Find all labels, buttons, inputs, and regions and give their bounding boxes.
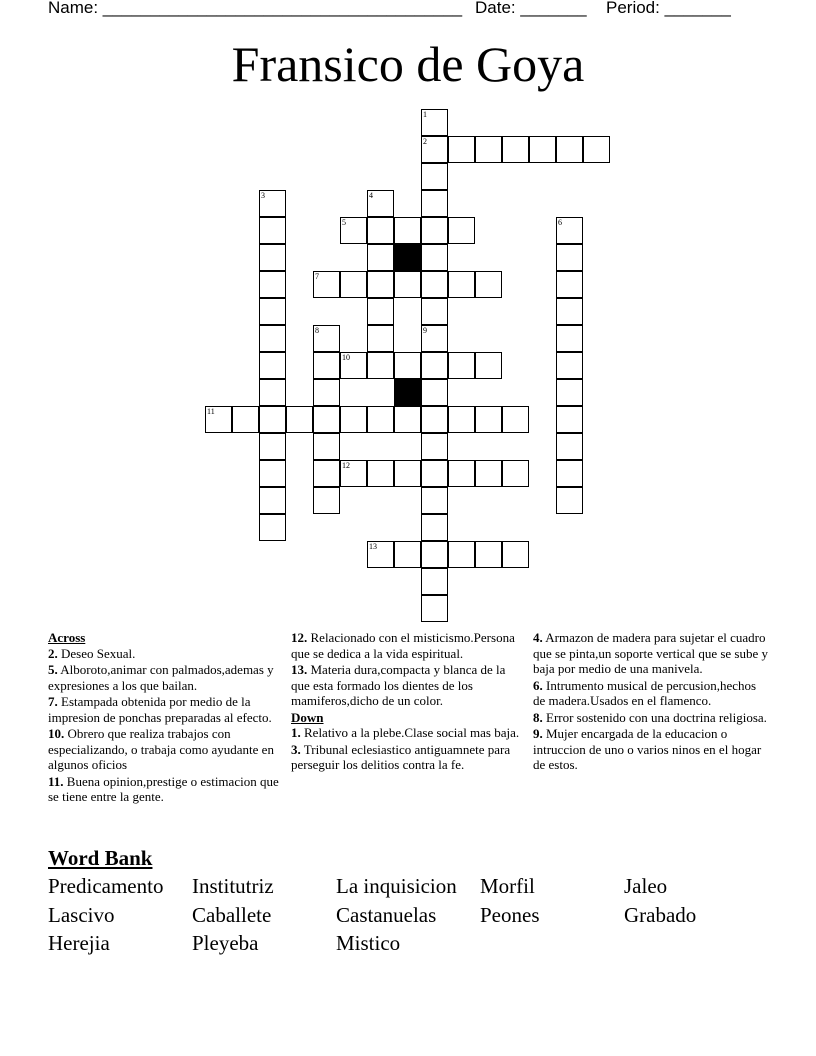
- word-bank-item: Institutriz: [192, 874, 274, 898]
- grid-cell[interactable]: [259, 433, 286, 460]
- clue-text: Intrumento musical de percusion,hechos de madera.Usados en el flamenco.: [533, 677, 757, 708]
- clue-item: [291, 742, 527, 773]
- grid-cell[interactable]: [556, 136, 583, 163]
- word-bank-item: Predicamento: [48, 874, 164, 898]
- grid-cell[interactable]: [556, 433, 583, 460]
- clue-number-label: 6.: [533, 677, 543, 693]
- grid-cell[interactable]: [313, 487, 340, 514]
- grid-cell[interactable]: [556, 460, 583, 487]
- clue-number-label: 9.: [533, 726, 543, 741]
- grid-cell[interactable]: [448, 541, 475, 568]
- word-bank-item: Jaleo: [624, 874, 668, 898]
- grid-cell[interactable]: [421, 406, 448, 433]
- grid-cell[interactable]: [556, 352, 583, 379]
- grid-cell[interactable]: [475, 271, 502, 298]
- clue-number: 2: [423, 137, 427, 146]
- grid-cell[interactable]: [367, 244, 394, 271]
- grid-cell[interactable]: [502, 406, 529, 433]
- page-title: Fransico de Goya: [231, 36, 585, 92]
- grid-cell[interactable]: [421, 514, 448, 541]
- clues-column-1: [48, 630, 284, 806]
- grid-cell[interactable]: [313, 460, 340, 487]
- grid-cell[interactable]: [367, 325, 394, 352]
- grid-cell[interactable]: [421, 190, 448, 217]
- clue-item: [48, 726, 284, 773]
- clue-item: [533, 726, 769, 773]
- grid-cell[interactable]: [394, 460, 421, 487]
- grid-cell[interactable]: [502, 541, 529, 568]
- grid-cell[interactable]: [502, 136, 529, 163]
- grid-cell[interactable]: [340, 406, 367, 433]
- clue-item: [533, 630, 769, 677]
- word-bank-item: Caballete: [192, 903, 272, 927]
- grid-cell[interactable]: [259, 352, 286, 379]
- grid-cell[interactable]: [421, 298, 448, 325]
- name-field[interactable]: Name: ______________________________________: [48, 0, 463, 17]
- clue-text: Alboroto,animar con palmados,ademas y expresiones a los que bailan.: [48, 662, 274, 693]
- clue-text: Deseo Sexual.: [57, 645, 136, 661]
- grid-cell[interactable]: [394, 406, 421, 433]
- clue-text: Armazon de madera para sujetar el cuadro que se pinta,un soporte vertical que se sube y baja por medio de una manivela.: [533, 630, 769, 676]
- grid-cell[interactable]: [556, 298, 583, 325]
- grid-cell[interactable]: [421, 163, 448, 190]
- grid-cell[interactable]: [367, 541, 394, 568]
- grid-cell[interactable]: [529, 136, 556, 163]
- grid-cell[interactable]: [394, 271, 421, 298]
- clue-number: 9: [423, 326, 427, 335]
- grid-cell[interactable]: [448, 352, 475, 379]
- grid-cell[interactable]: [421, 325, 448, 352]
- clues-column-2: [291, 630, 527, 774]
- across-heading: Across: [48, 630, 86, 645]
- clue-text: Mujer encargada de la educacion o intruccion de uno o varios ninos en el hogar de estos.: [533, 726, 762, 772]
- grid-cell[interactable]: [556, 217, 583, 244]
- grid-cell[interactable]: [313, 379, 340, 406]
- clues-column-3: [533, 630, 769, 774]
- clue-text: Error sostenido con una doctrina religiosa.: [542, 709, 767, 725]
- grid-cell[interactable]: [556, 244, 583, 271]
- clue-text: Obrero que realiza trabajos con especializando, o trabaja como ayudante en algunos oficios: [48, 726, 274, 772]
- word-bank-item: La inquisicion: [336, 874, 457, 898]
- grid-cell[interactable]: [232, 406, 259, 433]
- clue-number: 5: [342, 218, 346, 227]
- grid-cell[interactable]: [421, 568, 448, 595]
- clue-number: 1: [423, 110, 427, 119]
- word-bank-item: Lascivo: [48, 903, 115, 927]
- grid-cell[interactable]: [421, 136, 448, 163]
- grid-cell[interactable]: [259, 460, 286, 487]
- clue-number: 3: [261, 191, 265, 200]
- grid-cell[interactable]: [421, 244, 448, 271]
- grid-cell[interactable]: [421, 271, 448, 298]
- grid-cell[interactable]: [259, 298, 286, 325]
- grid-cell[interactable]: [367, 271, 394, 298]
- clue-number: 4: [369, 191, 373, 200]
- word-bank-title: Word Bank: [48, 846, 153, 870]
- clue-text: Relativo a la plebe.Clase social mas baja.: [300, 725, 520, 740]
- grid-cell[interactable]: [367, 352, 394, 379]
- grid-cell[interactable]: [367, 406, 394, 433]
- grid-cell[interactable]: [259, 379, 286, 406]
- grid-cell[interactable]: [502, 460, 529, 487]
- grid-cell[interactable]: [367, 190, 394, 217]
- grid-cell[interactable]: [421, 433, 448, 460]
- grid-cell[interactable]: [259, 406, 286, 433]
- date-field[interactable]: Date: _______: [475, 0, 587, 17]
- clue-number: 10: [342, 353, 350, 362]
- grid-cell[interactable]: [340, 271, 367, 298]
- clue-item: [533, 678, 769, 709]
- word-bank-item: Pleyeba: [192, 931, 259, 955]
- grid-cell[interactable]: [556, 271, 583, 298]
- grid-cell[interactable]: [448, 217, 475, 244]
- grid-cell[interactable]: [421, 217, 448, 244]
- word-bank-item: Castanuelas: [336, 903, 437, 927]
- grid-cell[interactable]: [340, 217, 367, 244]
- period-field[interactable]: Period: _______: [606, 0, 731, 17]
- grid-cell[interactable]: [259, 325, 286, 352]
- grid-cell[interactable]: [367, 217, 394, 244]
- clue-number-label: 13.: [291, 662, 308, 677]
- grid-cell[interactable]: [421, 487, 448, 514]
- grid-cell[interactable]: [475, 352, 502, 379]
- grid-cell[interactable]: [448, 460, 475, 487]
- clue-text: Relacionado con el misticismo.Persona que se dedica a la vida espiritual.: [291, 630, 515, 661]
- grid-cell[interactable]: [475, 460, 502, 487]
- clue-number-label: 7.: [48, 694, 58, 709]
- grid-cell[interactable]: [448, 406, 475, 433]
- grid-cell[interactable]: [556, 379, 583, 406]
- grid-cell[interactable]: [286, 406, 313, 433]
- clue-number-label: 1.: [291, 725, 301, 740]
- grid-cell[interactable]: [421, 352, 448, 379]
- clue-number-label: 5.: [48, 662, 58, 677]
- clue-number-label: 8.: [533, 709, 543, 725]
- clue-number-label: 10.: [48, 726, 65, 741]
- clue-item: [291, 630, 527, 661]
- word-bank-item: Peones: [480, 903, 540, 927]
- grid-cell[interactable]: [394, 541, 421, 568]
- clue-text: Materia dura,compacta y blanca de la que esta formado los dientes de los mamiferos,dicho de un color.: [291, 662, 506, 708]
- grid-cell[interactable]: [340, 460, 367, 487]
- grid-cell[interactable]: [259, 217, 286, 244]
- clue-text: Buena opinion,prestige o estimacion que se tiene entre la gente.: [48, 773, 279, 804]
- grid-cell[interactable]: [421, 460, 448, 487]
- grid-cell[interactable]: [394, 352, 421, 379]
- clue-item: [48, 646, 284, 662]
- clue-number: 11: [207, 407, 215, 416]
- clue-number: 12: [342, 461, 350, 470]
- grid-cell[interactable]: [313, 433, 340, 460]
- clue-item: [291, 725, 527, 741]
- grid-cell[interactable]: [313, 406, 340, 433]
- clue-number-label: 4.: [533, 630, 543, 645]
- grid-cell[interactable]: [556, 406, 583, 433]
- grid-cell[interactable]: [556, 325, 583, 352]
- word-bank-item: Mistico: [336, 931, 401, 955]
- word-bank-item: Grabado: [624, 903, 697, 927]
- grid-cell[interactable]: [421, 595, 448, 622]
- grid-cell[interactable]: [448, 271, 475, 298]
- grid-cell[interactable]: [475, 541, 502, 568]
- clue-text: Estampada obtenida por medio de la impresion de ponchas preparadas al efecto.: [48, 694, 272, 725]
- down-heading: Down: [291, 709, 324, 725]
- grid-cell[interactable]: [313, 325, 340, 352]
- grid-cell[interactable]: [313, 271, 340, 298]
- clue-item: [48, 774, 284, 805]
- grid-cell[interactable]: [367, 460, 394, 487]
- clue-number: 8: [315, 326, 319, 335]
- grid-cell[interactable]: [475, 406, 502, 433]
- grid-cell[interactable]: [421, 379, 448, 406]
- grid-cell[interactable]: [259, 190, 286, 217]
- clue-number: 6: [558, 218, 562, 227]
- word-bank-item: Herejia: [48, 931, 110, 955]
- clue-number: 13: [369, 542, 377, 551]
- clue-number-label: 2.: [48, 645, 58, 661]
- clue-item: [533, 710, 769, 726]
- grid-cell[interactable]: [583, 136, 610, 163]
- grid-cell[interactable]: [205, 406, 232, 433]
- grid-cell[interactable]: [340, 352, 367, 379]
- grid-cell[interactable]: [448, 136, 475, 163]
- grid-cell[interactable]: [475, 136, 502, 163]
- grid-cell[interactable]: [313, 352, 340, 379]
- grid-cell[interactable]: [421, 109, 448, 136]
- clue-item: [291, 662, 527, 709]
- black-square: [394, 244, 421, 271]
- grid-cell[interactable]: [556, 487, 583, 514]
- clue-number-label: 3.: [291, 741, 301, 757]
- clue-number-label: 12.: [291, 630, 308, 645]
- grid-cell[interactable]: [259, 271, 286, 298]
- clue-item: [48, 694, 284, 725]
- grid-cell[interactable]: [367, 298, 394, 325]
- grid-cell[interactable]: [259, 244, 286, 271]
- black-square: [394, 379, 421, 406]
- clue-number: 7: [315, 272, 319, 281]
- grid-cell[interactable]: [421, 541, 448, 568]
- clue-item: [48, 662, 284, 693]
- clue-number-label: 11.: [48, 773, 64, 789]
- word-bank-item: Morfil: [480, 874, 535, 898]
- grid-cell[interactable]: [259, 487, 286, 514]
- clue-text: Tribunal eclesiastico antiguamnete para perseguir los delitios contra la fe.: [291, 741, 511, 772]
- grid-cell[interactable]: [394, 217, 421, 244]
- grid-cell[interactable]: [259, 514, 286, 541]
